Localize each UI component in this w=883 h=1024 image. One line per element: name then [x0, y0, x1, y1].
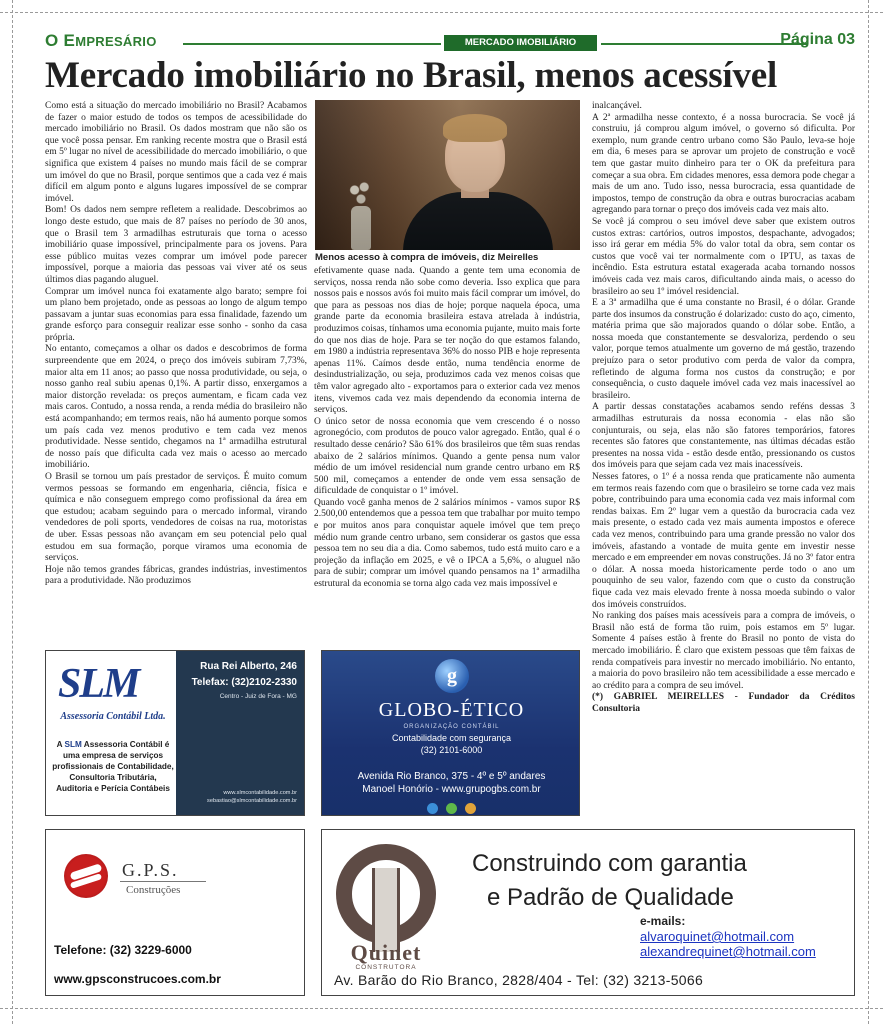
quinet-name: Quinet — [350, 940, 422, 965]
crop-line-right — [868, 0, 869, 1024]
page-number: Página 03 — [780, 31, 855, 48]
globo-address-2: Manoel Honório - www.grupogbs.com.br — [362, 784, 541, 795]
paragraph: Nesses fatores, o 1º é a nossa renda que praticamente não aumenta em termos reais fazendo com que o brasileiro se torne cada vez mais pobre, contribuindo para uma economia cada vez mais informal com rendas baixas. Em 2º lugar vem a questão da burocracia cada vez mais presente, o estado cada vez mais aumenta impostos e oferece cada vez menos, contribuindo para uma grande pressão no valor dos imóveis, afastando a vontade de muita gente em investir nesse mercado e em empreender em novas construções. Já no 3º fator entra o dólar. A nossa moeda historicamente perde todo o ano um pouquinho de seu valor, fazendo com que o custo da construção fique cada vez mais elevado frente à nossa moeda subindo o valor dos imóveis construídos. — [592, 472, 855, 610]
slm-description: A SLM Assessoria Contábil é uma empresa de serviços profissionais de Contabilidade, Consultoria Tributária, Auditoria e Perícia Contábeis — [52, 740, 174, 793]
crop-line-left — [12, 0, 13, 1024]
paragraph: A partir dessas constatações acabamos sendo reféns dessas 3 armadilhas estruturais da nossa economia - elas não são conjunturais, ou seja, elas não são fatores temporários, fatores recentes são fatores que constantemente, nas últimas décadas estão presentes na nossa vida - estão desde então, pressionando os custos dos imóveis para que sejam cada vez mais inacessíveis. — [592, 402, 855, 471]
paragraph: Se você já comprou o seu imóvel deve saber que existem outros custos extras: cartórios, outros impostos, despachante, advogados; isso irá gerar em média 5% do valor total da obra, sem contar os custos que você vai ter normalmente com o IPTU, as taxas de incêndio. Esta estrutura estatal exagerada acaba tornando nossos imóveis cada vez mais caros, dificultando ainda mais, o acesso do brasileiro ao seu 1º imóvel residencial. — [592, 216, 855, 297]
ad-quinet — [321, 829, 855, 996]
paragraph: O Brasil se tornou um país prestador de serviços. É muito comum vermos pessoas se formando em engenharia, ciência, física e química e não conseguem emprego como profissional da área em que estudou; acabam seguindo para o mercado informal, virando vendedores de poli sports, vendedores de coisas na rua, motoristas de uber. Essas pessoas não avançam em seu potencial pelo qual estudou em sua formação, porque viramos uma economia de serviços. — [45, 472, 307, 564]
quinet-email-2[interactable]: alexandrequinet@hotmail.com — [640, 944, 816, 959]
paragraph: efetivamente quase nada. Quando a gente tem uma economia de serviços, nossa renda não sobe como deveria. Isso explica que para nossos pais e nossos avós foi muito mais fácil comprar um imóvel, do que para as pessoas nos dias de hoje; porque naquela época, uma grande parte da economia brasileira estava atrelada à indústria, produzimos coisas, tínhamos uma economia pujante, muito mais forte do que nos dias de hoje. Para se ter noção do que estamos falando, em 1980 a indústria representava 36% do nosso PIB e hoje representa apenas 11%. Caímos desde então, numa tendência enorme de desindustrialização, ou seja, produzimos cada vez menos coisas que têm valor agregado alto - exportamos para o exterior cada vez menos itens, vivemos cada vez mais dependendo da economia interna de serviços. — [314, 266, 580, 416]
ad-globo-etico — [321, 650, 580, 816]
slm-contacts: www.slmcontabilidade.com.br sebastiao@slmcontabilidade.com.br — [207, 790, 297, 804]
gps-web: www.gpsconstrucoes.com.br — [54, 972, 221, 986]
paragraph: Comprar um imóvel nunca foi exatamente algo barato; sempre foi um plano bem projetado, onde as pessoas ao longo de algum tempo passavam a juntar suas economias para essa finalidade, fazendo um grande esforço para conseguir realizar esse sonho - sonho da casa própria. — [45, 286, 307, 343]
newspaper-name: O EMPRESÁRIO — [45, 31, 157, 50]
gps-rule — [120, 881, 206, 882]
quinet-emails-label: e-mails: — [640, 914, 686, 928]
crop-line-top — [0, 12, 883, 13]
page-header — [45, 31, 855, 55]
paragraph: Como está a situação do mercado imobiliário no Brasil? Acabamos de fazer o maior estudo de todos os tempos de acessibilidade do mercado imobiliário no Brasil. Os dados mostram que não são os que você possa pensar. Em ranking recente mostra que o Brasil está em 5º lugar no nível de acessibilidade do mercado imobiliário, o que significa que existem 4 países no mundo mais fácil de se comprar um imóvel do que no Brasil, porque sentimos que a cada vez é mais difícil em algum ponto e alguns lugares impossível de se comprar imóvel. — [45, 101, 307, 204]
paragraph: A 2ª armadilha nesse contexto, é a nossa burocracia. Se você já construiu, já comprou algum imóvel, o governo só dificulta. Por exemplo, num grande centro urbano como São Paulo, leva-se hoje em dia, 6 meses para se aprovar um projeto de construção e você tem que gastar muito dinheiro para ter o OK da prefeitura para começar a sua obra. Em cidades menores, essa demora pode chegar a mais de um ano. Tudo isso, nessa burocracia, essa quantidade de impostos, tempo de construção da obra e outras burocracias acabam agregando para tornar o preço dos imóveis cada vez mais alto. — [592, 112, 855, 216]
quinet-logo-icon — [332, 840, 440, 952]
article-column-2 — [314, 266, 580, 640]
paragraph: No ranking dos países mais acessíveis para a compra de imóveis, o Brasil não está de forma tão ruim, pois estamos em 5º lugar. Somente 4 países estão à frente do Brasil no ponto de vista do mercado imobiliário. É claro que existem pessoas que têm faixas de renda compatíveis para investir no mercado imobiliário. No entanto, a maioria do povo brasileiro não tem acessibilidade a esse mercado e ao crédito para a compra de seu imóvel. — [592, 611, 855, 691]
gps-logo-icon — [64, 854, 108, 898]
section-label: MERCADO IMOBILIÁRIO — [444, 35, 597, 51]
slm-city: Centro - Juiz de Fora - MG — [219, 693, 297, 700]
social-icons — [322, 801, 580, 813]
photo-caption: Menos acesso à compra de imóveis, diz Meirelles — [315, 252, 539, 263]
paragraph: Bom! Os dados nem sempre refletem a realidade. Descobrimos ao longo deste estudo, que mais de 87 países no período de 30 anos, que o Brasil tem 3 armadilhas estruturais que torna o acesso imobiliário quase impossível, principalmente para os jovens. Para esse público muitas vezes comprar um imóvel pode parecer impossível, porque a maioria das pessoas vai viver até os seus últimos dias pagando aluguel. — [45, 205, 307, 285]
author-signature: (*) GABRIEL MEIRELLES - Fundador da Créditos Consultoria — [592, 692, 855, 714]
ad-slm — [45, 650, 305, 816]
globo-tagline: Contabilidade com segurança — [391, 733, 512, 743]
paragraph: E a 3ª armadilha que é uma constante no Brasil, é o dólar. Grande parte dos insumos da construção é dolarizado: custo do aço, cimento, matéria prima que são majorados quando o dólar sobe. Então, a nossa moeda que constantemente se desvaloriza, perdendo o seu valor, porque temos atualmente um governo de má gestão, trazendo prejuízo para o setor produtivo com perda de valor da compra, refletindo de alguma forma nos custos da construção; e por consequência, o custo daquele imóvel cada vez mais inacessível ao brasileiro. — [592, 298, 855, 401]
quinet-slogan-2: e Padrão de Qualidade — [487, 884, 734, 911]
quinet-email-1[interactable]: alvaroquinet@hotmail.com — [640, 929, 795, 944]
globo-name: GLOBO-ÉTICO — [378, 699, 525, 721]
gps-sub: Construções — [126, 884, 181, 896]
article-column-3 — [592, 101, 855, 821]
globo-address: Avenida Rio Branco, 375 - 4º e 5º andares — [357, 771, 546, 782]
header-rule-right — [601, 43, 807, 45]
crop-line-bottom — [0, 1008, 883, 1009]
slm-company: Assessoria Contábil Ltda. — [60, 711, 166, 722]
quinet-slogan-1: Construindo com garantia — [472, 850, 747, 877]
paragraph: No entanto, começamos a olhar os dados e descobrimos de forma surpreendente que em 2024, o preço dos imóveis subiram 7,73%, maior alta em 11 anos; ao passo que nossa produtividade, ou seja, o nosso ganho real subiu apenas 0,1%. A partir disso, enxergamos a maior distorção revelada: os preços aumentam, e ficam cada vez mais caros. Contudo, a nossa renda, a renda média do brasileiro não está acompanhando; em termos reais, não há aumento porque somos um país cada vez menos produtivo e tem cada vez menos produtividade. Nesse sentido, chegamos na 1ª armadilha estrutural de nosso país que dificulta cada vez mais o acesso ao mercado imobiliário. — [45, 344, 307, 471]
paragraph: Quando você ganha menos de 2 salários mínimos - vamos supor R$ 2.500,00 entendemos que a pessoa tem que trabalhar por muito tempo e por muitos anos para conquistar aquele imóvel que tem preço médio num grande centro urbano, sem considerar os gastos que essa pessoa tem no seu dia a dia. Como sabemos, tudo está muito caro e a projeção da inflação em 2025, e vê o IPCA a 5,6%, o aluguel não para de subir; comprar um imóvel quando pensamos na 1ª armadilha estrutural da economia se torna algo cada vez mais impossível e — [314, 497, 580, 590]
header-rule-left — [183, 43, 441, 45]
social-blue-icon — [427, 803, 438, 814]
article-photo — [315, 100, 580, 250]
article-headline: Mercado imobiliário no Brasil, menos acessível — [45, 55, 778, 96]
paragraph: Hoje não temos grandes fábricas, grandes indústrias, investimentos para a produtividade. Não produzimos — [45, 564, 307, 587]
slm-phone: Telefax: (32)2102-2330 — [191, 677, 297, 688]
social-orange-icon — [465, 803, 476, 814]
ad-gps — [45, 829, 305, 996]
quinet-sub: CONSTRUTORA — [355, 964, 417, 971]
paragraph: O único setor de nossa economia que vem crescendo é o nosso agronegócio, com produtos de pouco valor agregado. Então, qual é o resultado desse cenário? São 61% dos brasileiros que têm suas rendas abaixo de 2 salários mínimos. Quando a gente pensa num valor médio de um imóvel residencial num grande centro urbano em R$ 500 mil, começamos a entender de onde vem essa sensação de dificuldade de conquistar o 1º imóvel. — [314, 416, 580, 497]
paragraph: inalcançável. — [592, 101, 642, 111]
article-column-1 — [45, 101, 307, 641]
quinet-address: Av. Barão do Rio Branco, 2828/404 - Tel: (32) 3213-5066 — [334, 972, 704, 988]
globo-phone: (32) 2101-6000 — [420, 745, 483, 755]
gps-phone: Telefone: (32) 3229-6000 — [54, 943, 192, 957]
social-green-icon — [446, 803, 457, 814]
gps-name: G.P.S. — [122, 860, 179, 880]
globo-org: ORGANIZAÇÃO CONTÁBIL — [403, 724, 500, 730]
slm-logo: SLM — [58, 661, 139, 707]
globo-logo: g — [435, 659, 469, 693]
slm-address: Rua Rei Alberto, 246 — [200, 661, 297, 672]
